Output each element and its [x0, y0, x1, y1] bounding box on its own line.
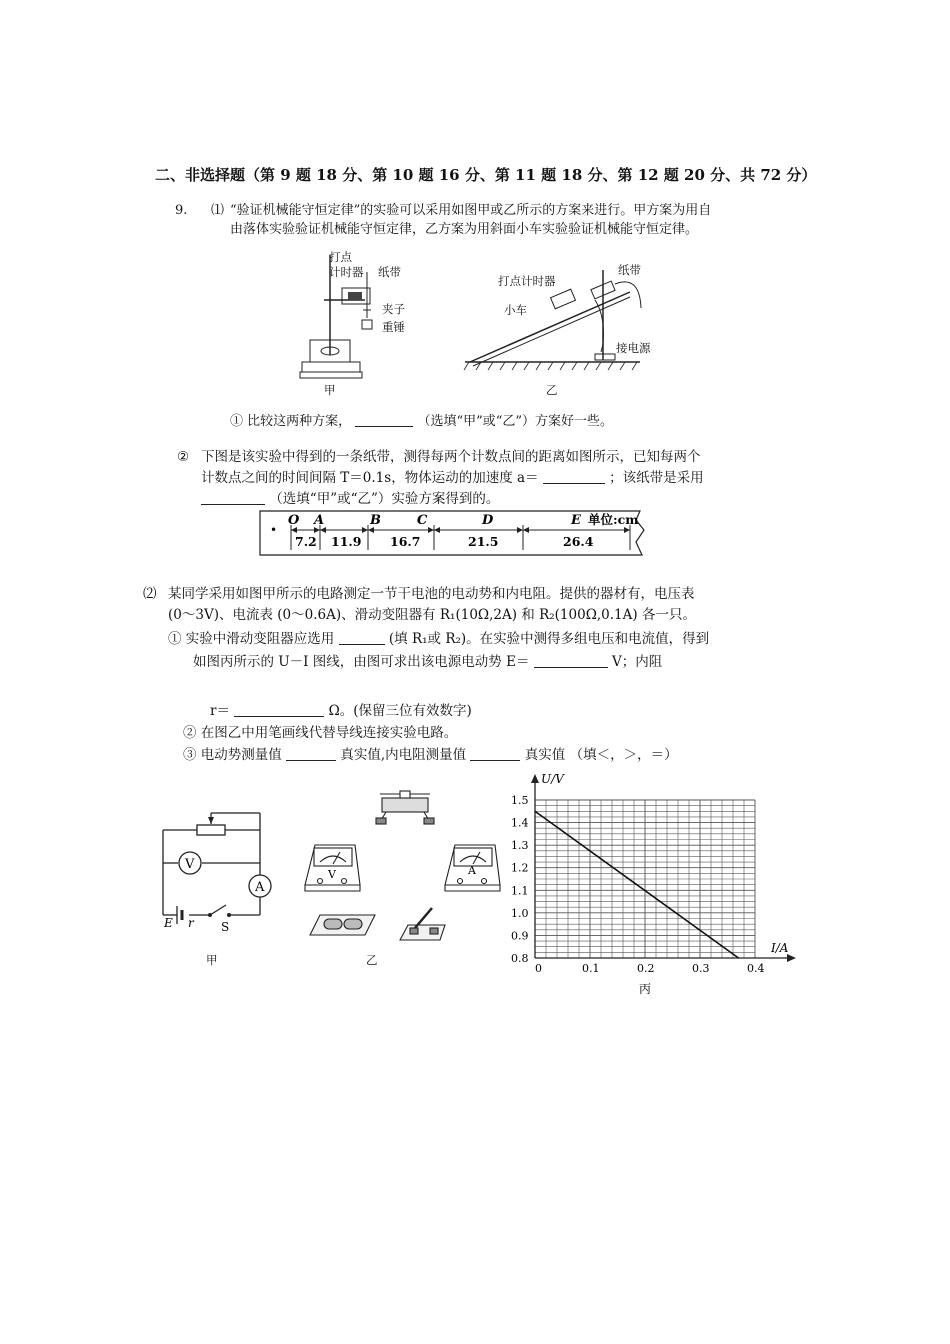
tape-dot: • [270, 523, 278, 537]
graph-grid [535, 800, 755, 958]
s1-line3-post: Ω。(保留三位有效数字) [328, 703, 472, 719]
sub1-num: ① [230, 414, 244, 429]
tape-distance-4: 21.5 [468, 534, 499, 549]
s3-pre: 电动势测量值 [200, 747, 282, 763]
sub2-line1: 下图是该实验中得到的一条纸带，测得每两个计数点间的距离如图所示，已知每两个 [201, 449, 701, 465]
ui-graph [500, 770, 800, 1000]
y-tick-label: 1.4 [511, 816, 529, 830]
x-tick-label: 0.1 [582, 962, 600, 975]
y-axis-label: U/V [541, 772, 564, 786]
tape-point-a: A [314, 513, 325, 528]
y-tick-label: 0.8 [511, 952, 529, 965]
s1-mid: (填 R₁或 R₂)。在实验中测得多组电压和电流值，得到 [388, 631, 710, 647]
part2-s1-line3 [210, 700, 472, 722]
x-tick-label: 0.2 [637, 962, 655, 975]
y-tick-label: 1.3 [511, 839, 529, 853]
figure-yi-caption: 乙 [546, 383, 558, 397]
sub1-blank[interactable] [355, 412, 413, 427]
y-tick-label: 1.0 [511, 906, 529, 920]
x-tick-label: 0 [535, 962, 542, 975]
part1-line1: “验证机械能守恒定律”的实验可以采用如图甲或乙所示的方案来进行。甲方案为用自 [230, 203, 712, 218]
part2-s2 [183, 722, 457, 744]
s3-mid: 真实值,内电阻测量值 [340, 747, 467, 763]
label-cart: 小车 [504, 303, 527, 317]
tape-point-b: B [370, 513, 381, 528]
resistance-compare-blank[interactable] [470, 746, 520, 761]
emf-blank[interactable] [534, 653, 608, 668]
circuit-switch-label: S [221, 920, 230, 934]
sub2-num: ② [177, 449, 190, 465]
emf-compare-blank[interactable] [286, 746, 336, 761]
x-tick-label: 0.3 [692, 962, 710, 975]
equipment-caption: 乙 [366, 953, 378, 967]
label-weight: 重锤 [382, 320, 405, 334]
part2-line2: (0～3V)、电流表 (0～0.6A)、滑动变阻器有 R₁(10Ω,2A) 和 R₂(100Ω,0.1A) 各一只。 [168, 607, 696, 623]
y-axis-arrow [531, 774, 539, 783]
equipment-figure [300, 790, 510, 950]
s1-pre: 实验中滑动变阻器应选用 [185, 631, 335, 647]
tape-distance-2: 11.9 [331, 534, 362, 549]
part2-s1-line2 [193, 651, 662, 673]
y-tick-label: 1.2 [511, 861, 529, 875]
sub2-line2-pre: 计数点之间的时间间隔 T＝0.1s，物体运动的加速度 a＝ [201, 470, 539, 486]
rheostat-drawing [376, 791, 434, 824]
device-ammeter-label: A [468, 864, 476, 877]
circuit-caption: 甲 [206, 953, 218, 967]
tape-distance-5: 26.4 [563, 534, 594, 549]
label-power: 接电源 [616, 341, 651, 355]
part1-line2: 由落体实验验证机械能守恒定律，乙方案为用斜面小车实验验证机械能守恒定律。 [230, 222, 699, 237]
sub1-pre: 比较这两种方案， [247, 414, 352, 429]
acceleration-blank[interactable] [543, 469, 605, 484]
rheostat-blank[interactable] [339, 630, 385, 645]
timer-and-weight-drawing [330, 270, 385, 345]
tape-distance-3: 16.7 [390, 534, 421, 549]
section-title: 二、非选择题（第 9 题 18 分、第 10 题 16 分、第 11 题 18 分、第 12 题 20 分、共 72 分） [155, 166, 817, 184]
part2-tag: ⑵ [143, 586, 157, 602]
s1-line2-post: V；内阻 [612, 654, 663, 670]
sub2-line2-post: ；该纸带是采用 [609, 470, 704, 486]
s3-post: 真实值 （填＜，＞，＝） [524, 747, 678, 763]
part2-s3 [183, 744, 678, 766]
y-tick-label: 1.5 [511, 794, 529, 807]
label-timer-2: 计时器 [329, 265, 364, 279]
s1-line3-pre: r＝ [210, 703, 230, 719]
circuit-emf-label: E [164, 916, 173, 930]
circuit-r-label: r [188, 916, 194, 930]
switch-drawing [400, 908, 445, 940]
label-timer-1: 打点 [329, 250, 352, 264]
x-axis-arrow [787, 954, 796, 962]
scheme-blank[interactable] [201, 490, 265, 505]
part2-s1-line1 [168, 628, 709, 650]
device-voltmeter-label: V [328, 868, 336, 881]
battery-drawing [310, 915, 375, 935]
circuit-ammeter-label: A [255, 880, 265, 895]
question-number: 9. [175, 203, 188, 218]
tape-point-d: D [482, 513, 494, 528]
y-tick-label: 1.1 [511, 884, 529, 898]
sub1-line [230, 412, 613, 432]
tape-point-o: O [288, 513, 300, 528]
sub1-post: （选填“甲”或“乙”）方案好一些。 [417, 414, 614, 429]
s1-num: ① [168, 631, 182, 647]
s3-num: ③ [183, 747, 197, 763]
circuit-diagram [155, 805, 275, 945]
sub2-line3 [201, 488, 499, 510]
tape-unit: 单位:cm [588, 512, 639, 527]
tape-point-e: E [571, 513, 581, 528]
x-tick-label: 0.4 [747, 962, 765, 975]
circuit-voltmeter-label: V [185, 857, 195, 872]
figure-jia-caption: 甲 [324, 383, 336, 397]
label-tape-b: 纸带 [618, 263, 641, 277]
sub2-line3-post: （选填“甲”或“乙”）实验方案得到的。 [269, 491, 500, 507]
resistance-blank[interactable] [234, 702, 324, 717]
part1-tag: ⑴ [211, 203, 225, 218]
label-clip: 夹子 [382, 302, 405, 316]
label-paper-tape: 纸带 [378, 265, 401, 279]
s1-line2-pre: 如图丙所示的 U－I 图线，由图可求出该电源电动势 E＝ [193, 654, 530, 670]
s2-text: 在图乙中用笔画线代替导线连接实验电路。 [200, 725, 458, 741]
tape-point-c: C [417, 513, 428, 528]
x-axis-label: I/A [771, 941, 789, 955]
tape-distance-1: 7.2 [295, 534, 317, 549]
graph-caption: 丙 [639, 982, 652, 996]
sub2-line2 [201, 467, 704, 489]
paper-tape-figure [258, 508, 648, 558]
s2-num: ② [183, 725, 197, 741]
label-timer-b: 打点计时器 [498, 274, 556, 288]
part2-line1: 某同学采用如图甲所示的电路测定一节干电池的电动势和内电阻。提供的器材有，电压表 [168, 586, 695, 602]
y-tick-label: 0.9 [511, 929, 529, 943]
